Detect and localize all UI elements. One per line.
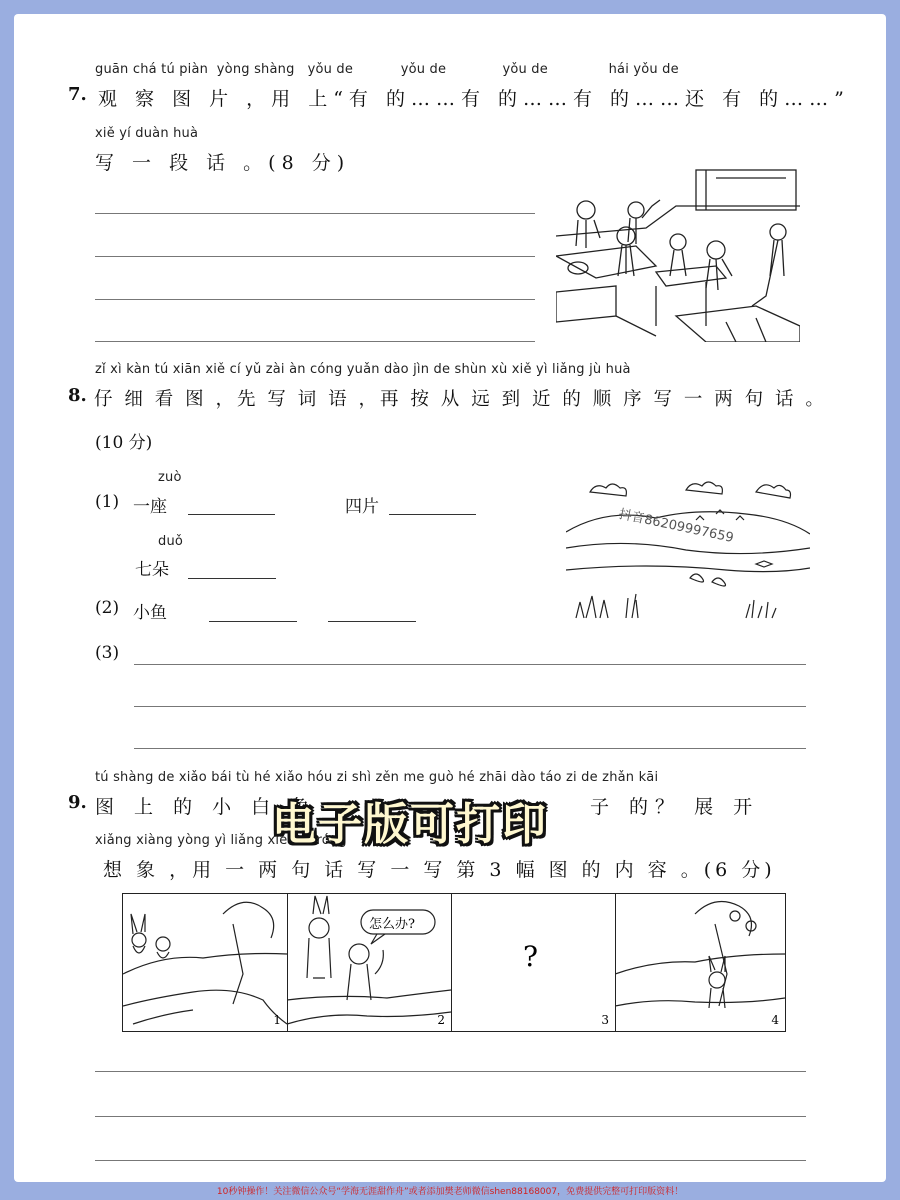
q9-answer-line-1[interactable] (95, 1071, 806, 1072)
q9-prompt-line2: 想 象 ，用 一 两 句 话 写 一 写 第 3 幅 图 的 内 容 。(6 分) (103, 859, 776, 881)
q8-xiaoyu-label: 小鱼 (133, 603, 167, 623)
q8-sipian-label: 四片 (345, 497, 379, 517)
rabbit-monkey-tree-drawing (123, 894, 287, 1031)
q8-qiduo-blank[interactable] (188, 578, 276, 579)
panel-3-number: 3 (601, 1013, 609, 1027)
classroom-cleaning-illustration (556, 166, 800, 342)
panel-2-number: 2 (437, 1013, 445, 1027)
comic-panel-4 (615, 894, 785, 1031)
q8-yizuo-label: 一座 (133, 497, 167, 517)
landscape-illustration (566, 478, 810, 626)
douyin-watermark: 抖音86209997659 (617, 506, 735, 546)
q9-pinyin-row1: tú shàng de xiǎo bái tù hé xiǎo hóu zi shì zěn me guò hé zhāi dào táo zi de zhǎn kāi (95, 770, 659, 785)
q8-answer-line-3[interactable] (134, 748, 806, 749)
q7-prompt-line1: 观 察 图 片 ，用 上“有 的……有 的……有 的……还 有 的……” (98, 88, 850, 110)
q9-answer-line-3[interactable] (95, 1160, 806, 1161)
panel-1-number: 1 (273, 1013, 281, 1027)
q9-answer-line-2[interactable] (95, 1116, 806, 1117)
q7-pinyin-row1: guān chá tú piàn yòng shàng yǒu de yǒu de yǒu de hái yǒu de (95, 62, 679, 77)
rabbit-peach-tree-drawing (615, 894, 785, 1031)
comic-panel-3 (451, 894, 616, 1031)
comic-strip (122, 893, 786, 1032)
q8-yizuo-blank[interactable] (188, 514, 275, 515)
q9-number: 9. (68, 792, 87, 813)
q9-pinyin-row2: xiǎng xiàng yòng yì liǎng xiě nèi róng (95, 833, 347, 848)
q8-pinyin-row: zǐ xì kàn tú xiān xiě cí yǔ zài àn cóng yuǎn dào jìn de shùn xù xiě yì liǎng jù huà (95, 362, 631, 377)
printable-version-banner: 电子版可打印 (272, 799, 548, 850)
q8-score: (10 分) (95, 433, 153, 453)
q8-zuo-pinyin: zuò (158, 470, 182, 485)
q8-qiduo-label: 七朵 (135, 560, 169, 580)
panel-2-speech-bubble: 怎么办? (369, 917, 415, 932)
q7-answer-line-2[interactable] (95, 256, 535, 257)
q8-sub1-label: (1) (95, 492, 120, 512)
q7-answer-line-3[interactable] (95, 299, 535, 300)
q8-answer-line-1[interactable] (134, 664, 806, 665)
q8-answer-line-2[interactable] (134, 706, 806, 707)
comic-panel-1 (123, 894, 288, 1031)
q7-pinyin-row2: xiě yí duàn huà (95, 126, 199, 141)
q8-xiaoyu-blank-1[interactable] (209, 621, 297, 622)
q8-xiaoyu-blank-2[interactable] (328, 621, 416, 622)
q8-duo-pinyin: duǒ (158, 534, 184, 549)
q7-prompt-line2: 写 一 段 话 。(8 分) (95, 152, 351, 174)
q7-answer-line-4[interactable] (95, 341, 535, 342)
q7-number: 7. (68, 84, 87, 105)
q8-sipian-blank[interactable] (389, 514, 476, 515)
footer-promo-text: 10秒钟操作！关注微信公众号“学海无涯甜作舟”或者添加樊老师微信shen88168007，免费提供完整可打印版资料！ (216, 1187, 684, 1197)
q8-number: 8. (68, 385, 87, 406)
panel-3-question-mark: ? (523, 940, 539, 973)
panel-4-number: 4 (771, 1013, 779, 1027)
comic-panel-2 (287, 894, 452, 1031)
q7-answer-line-1[interactable] (95, 213, 535, 214)
q9-prompt-line1-right: 子 的？ 展 开 (590, 796, 760, 818)
q9-prompt-line1-left: 图 上 的 小 白 兔 (95, 796, 317, 818)
q8-sub3-label: (3) (95, 643, 120, 663)
q8-sub2-label: (2) (95, 598, 120, 618)
q8-prompt: 仔 细 看 图 ，先 写 词 语 ，再 按 从 远 到 近 的 顺 序 写 一 两 句 话 。 (94, 389, 827, 410)
